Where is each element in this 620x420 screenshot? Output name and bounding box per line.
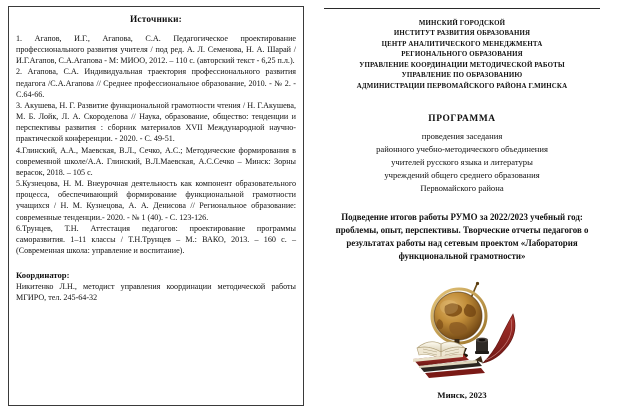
illustration-container [322, 276, 602, 382]
organization-line: ЦЕНТР АНАЛИТИЧЕСКОГО МЕНЕДЖМЕНТА [381, 40, 543, 48]
program-theme: Подведение итогов работы РУМО за 2022/2023 учебный год: проблемы, опыт, перспективы. Творческие отчеты педагогов о результатах работы над сетевым проектом «Лаборатория функциональной грамотности» [335, 211, 589, 261]
program-subtitle-line: учителей русского языка и литературы [391, 157, 533, 168]
program-subtitle-line: районного учебно-методического объединения [376, 144, 548, 155]
organization-line: РЕГИОНАЛЬНОГО ОБРАЗОВАНИЯ [401, 51, 523, 59]
left-page [8, 6, 304, 406]
organization-line: МИНСКИЙ ГОРОДСКОЙ [418, 20, 506, 27]
reference-item: 6.Трунцев, Т.Н. Аттестация педагогов: проектирование программы саморазвития. 1–11 классы / Т.Н.Трунцев – М.: ВАКО, 2013. – 160 с. – (Современная школа: управление и воспитание). [16, 223, 296, 255]
coordinator-block [16, 270, 296, 303]
program-subtitle [322, 130, 602, 194]
program-title: ПРОГРАММА [428, 114, 496, 125]
sources-heading: Источники: [130, 15, 182, 25]
reference-item: 1. Агапов, И.Г., Агапова, С.А. Педагогическое проектирование профессионального развития учителя / под ред. А. Л. Семенова, Н. А. Шарай /И.Г.Агапов, С.А.Агапова - М: МИОО, 2012. – 110 с. (авторский текст - 6,25 п.л.). [16, 34, 296, 66]
reference-item: 2. Агапова, С.А. Индивидуальная траектория профессионального развития педагога /С.А.Агапова // Среднее профессиональное образование, 2010. - № 2. - С.64-66. [16, 67, 296, 99]
reference-item: 4.Глинский, А.А., Маевская, В.Л., Сечко, А.С.; Методические формирования в современной школе/А.А. Глинский, В.Л.Маевская, А.С.Сечко – Минск: Зорны верасок, 2018. – 105 с. [16, 145, 296, 177]
city-year: Минск, 2023 [437, 390, 487, 401]
coordinator-heading: Координатор: [16, 270, 70, 281]
organization-line: УПРАВЛЕНИЕ ПО ОБРАЗОВАНИЮ [401, 72, 523, 80]
program-subtitle-line: учреждений общего среднего образования [384, 170, 540, 181]
organization-line: УПРАВЛЕНИЕ КООРДИНАЦИИ МЕТОДИЧЕСКОЙ РАБОТЫ [359, 61, 565, 69]
program-subtitle-line: Первомайского района [420, 182, 504, 193]
header-rule [324, 8, 600, 9]
coordinator-details: Никитенко Л.Н., методист управления координации методической работы МГИРО, тел. 245-64-32 [16, 282, 296, 303]
organization-header [322, 19, 602, 92]
globe-books-quill-icon [401, 276, 523, 382]
right-page [312, 6, 612, 406]
reference-item: 5.Кузнецова, Н. М. Внеурочная деятельность как компонент образовательного процесса, обеспечивающий формирование функциональной грамотности учащихся / Н. М. Кузнецова, А. А. Денисова // Региональное образование: современные тенденции.- 2020. - № 1 (40). - С. 123-126. [16, 179, 296, 222]
program-subtitle-line: проведения заседания [421, 131, 503, 142]
organization-line: АДМИНИСТРАЦИИ ПЕРВОМАЙСКОГО РАЙОНА Г.МИНСКА [356, 82, 568, 90]
organization-line: ИНСТИТУТ РАЗВИТИЯ ОБРАЗОВАНИЯ [393, 30, 531, 38]
reference-item: 3. Акушева, Н. Г. Развитие функциональной грамотности чтения / Н. Г.Акушева, М. Б. Лойк, Л. А. Скороделова // Наука, образование, общество: тенденции и перспективы развития : сборник материалов XVII Международной научно-практической конференции. - 2020. - С. 49-51. [16, 100, 296, 144]
reference-list [16, 33, 296, 256]
